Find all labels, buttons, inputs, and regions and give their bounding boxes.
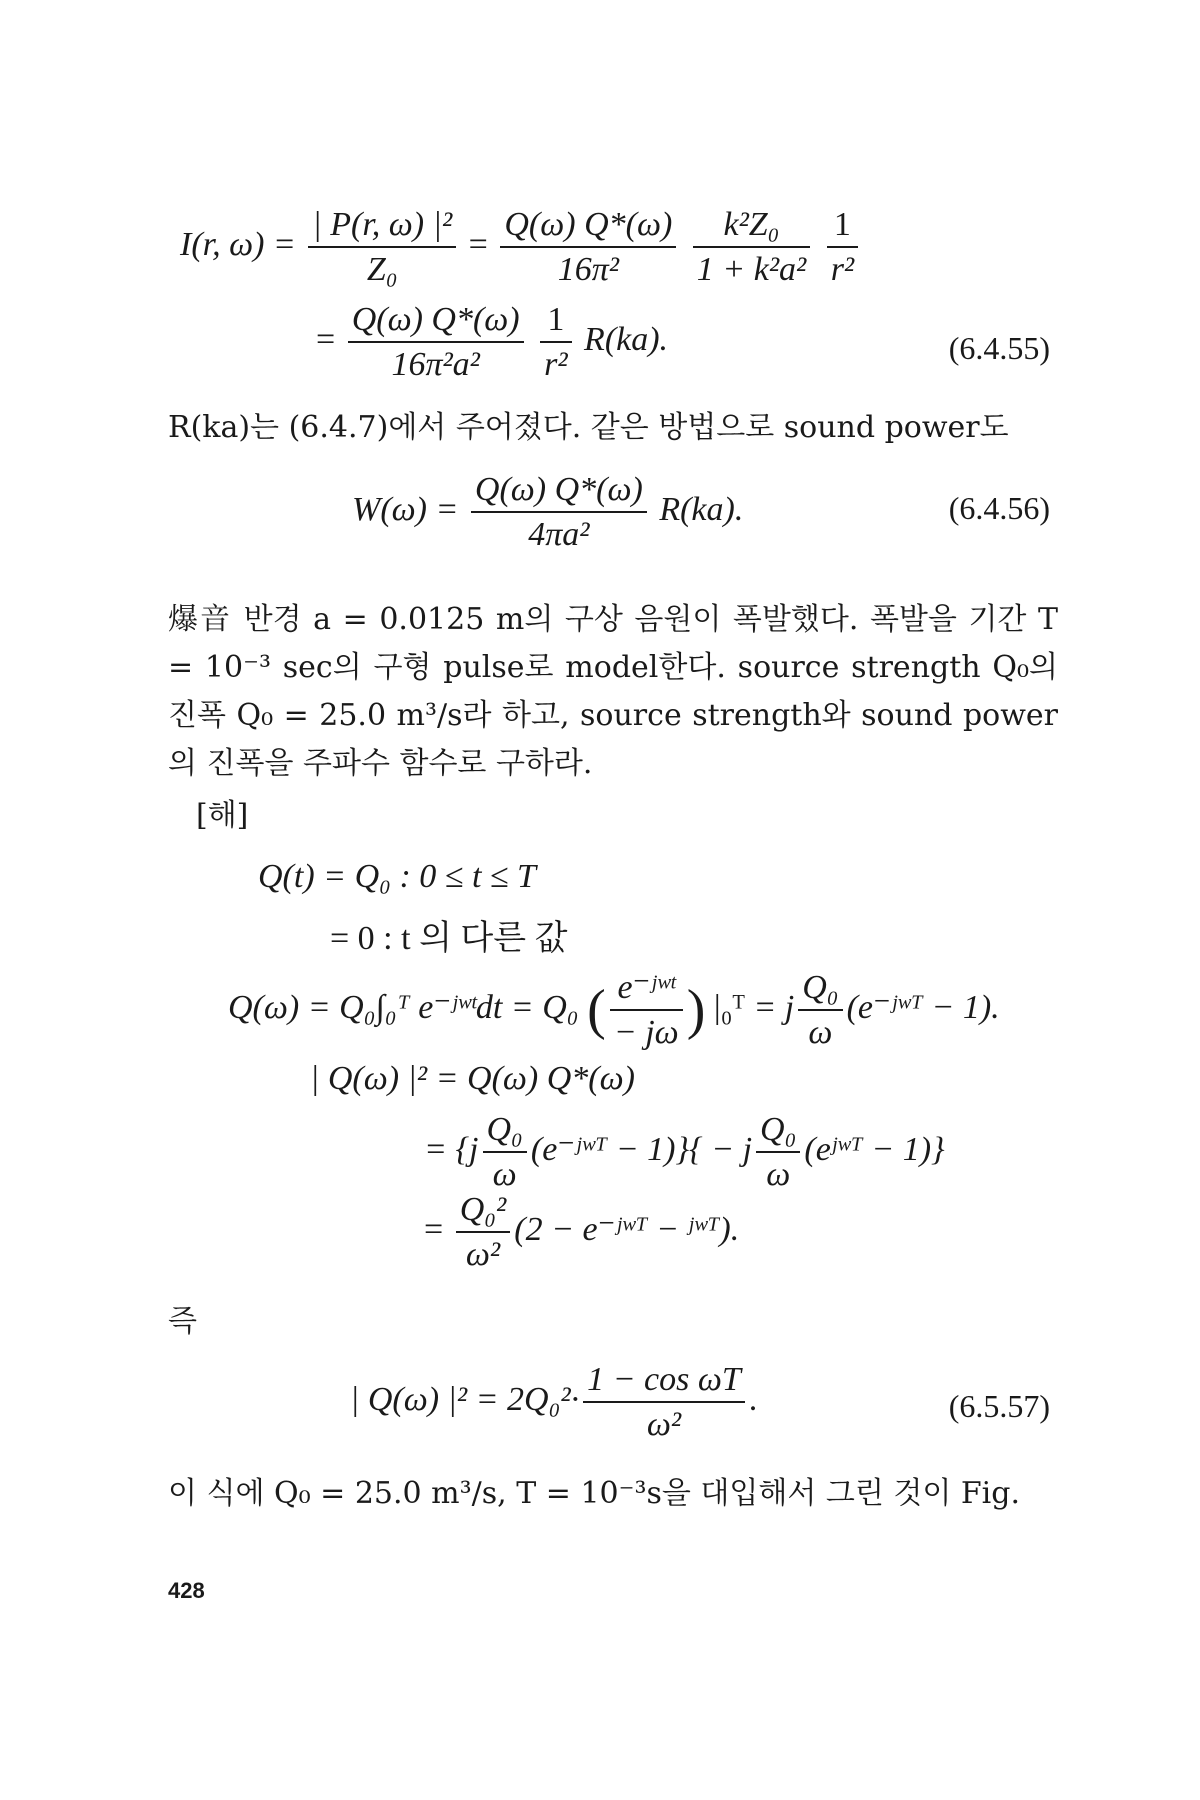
text-line-r-ka: R(ka)는 (6.4.7)에서 주어졌다. 같은 방법으로 sound power도 [168,410,1009,445]
equation-number-6-4-55: (6.4.55) [948,330,1050,366]
s3-open-paren: ( [587,979,606,1042]
s5-frac1: $\frac{\text{Q₀}}{\omega}$ [483,1110,527,1194]
solution-line-6 [424,1190,739,1274]
s6-tail: (2 − e⁻ʲʷᵀ − ʲʷᵀ). [514,1210,740,1248]
solution-line-2: = 0 : t 의 다른 값 [330,920,568,957]
eq2-frac1: $\frac{Q(\omega) Q*(\omega)}{\text{16π²a²}}$ [348,300,524,384]
solution-label: [해] [196,798,249,833]
conc-lhs: | Q(ω) |² = 2Q₀²· [350,1380,580,1418]
equation-number-6-4-56: (6.4.56) [948,490,1050,526]
eq1-frac3: $\frac{\text{k²Z₀}}{\text{1 + k²a²}}$ [693,205,810,289]
s5-part-b: (e⁻ʲʷᵀ − 1)}{ − j [530,1130,753,1168]
eq1-lhs: I(r, ω) = [180,225,296,263]
s6-frac: $\frac{\text{Q₀²}}{\text{ω²}}$ [456,1190,511,1274]
conc-end: . [748,1380,758,1418]
eq1-frac2: $\frac{Q(\omega) Q*(\omega)}{\text{16π²}}$ [500,205,676,289]
conclusion-equation [350,1360,757,1444]
s6-eq: = [424,1210,444,1248]
s3-frac: $\frac{\text{e⁻ʲʷᵗ}}{- j\omega}$ [610,968,683,1052]
s3-limits: |₀ᵀ [713,988,745,1026]
solution-line-1: Q(t) = Q₀ : 0 ≤ t ≤ T [258,858,536,895]
s3-q-frac: $\frac{\text{Q₀}}{\omega}$ [798,968,842,1052]
equation-sound-power [352,470,743,554]
conc-frac: $\frac{\text{1 − cos ωT}}{\text{ω²}}$ [583,1360,745,1444]
conclusion-word: 즉 [168,1304,197,1339]
page-number: 428 [168,1578,205,1603]
eq1-frac4: $\frac{1}{\text{r²}}$ [827,205,858,289]
equation-intensity: I(r, ω) = $\frac{\text{| P(r, ω) |²}}{\text{Z₀}}$ = $\frac{Q(\omega) Q*(\omega)}{\text{16π²}}$ $\frac{\text{k²Z₀}}{\text{1 + k²a²}}$ $\frac{1}{\text{r²}}$ [180,205,862,289]
eq3-tail: R(ka). [659,490,744,528]
problem-paragraph: 爆音 반경 a = 0.0125 m의 구상 음원이 폭발했다. 폭발을 기간 T = 10⁻³ sec의 구형 pulse로 model한다. source strength Q₀의 진폭 Q₀ = 25.0 m³/s라 하고, source strength와 sound power의 진폭을 주파수 함수로 구하라. [168,602,1058,781]
s3-close-paren: ) [686,979,706,1042]
s5-part-a: = {j [424,1130,479,1168]
solution-line-5 [424,1110,945,1194]
s5-part-c: (eʲʷᵀ − 1)} [804,1130,945,1168]
eq2-frac2: $\frac{1}{\text{r²}}$ [540,300,571,384]
eq2-tail: R(ka). [584,320,669,358]
solution-line-4: | Q(ω) |² = Q(ω) Q*(ω) [310,1060,635,1097]
eq3-lhs: W(ω) = [352,490,459,528]
equation-intensity-line2: = $\frac{Q(\omega) Q*(\omega)}{\text{16π²a²}}$ $\frac{1}{\text{r²}}$ R(ka). [316,301,669,384]
s3-mid: = j [753,988,795,1026]
s3-tail: (e⁻ʲʷᵀ − 1). [846,988,1000,1026]
eq3-frac: $\frac{Q(\omega) Q*(\omega)}{\text{4πa²}}$ [471,470,647,554]
s3-lhs: Q(ω) = Q₀∫₀ᵀ e⁻ʲʷᵗdt = Q₀ [228,988,579,1026]
equation-number-6-5-57: (6.5.57) [948,1388,1050,1424]
solution-line-3 [228,968,1000,1052]
final-text-line: 이 식에 Q₀ = 25.0 m³/s, T = 10⁻³s을 대입해서 그린 것이 Fig. [168,1476,1020,1511]
eq1-frac1: $\frac{\text{| P(r, ω) |²}}{\text{Z₀}}$ [308,205,456,289]
s5-frac2: $\frac{\text{Q₀}}{\omega}$ [756,1110,800,1194]
